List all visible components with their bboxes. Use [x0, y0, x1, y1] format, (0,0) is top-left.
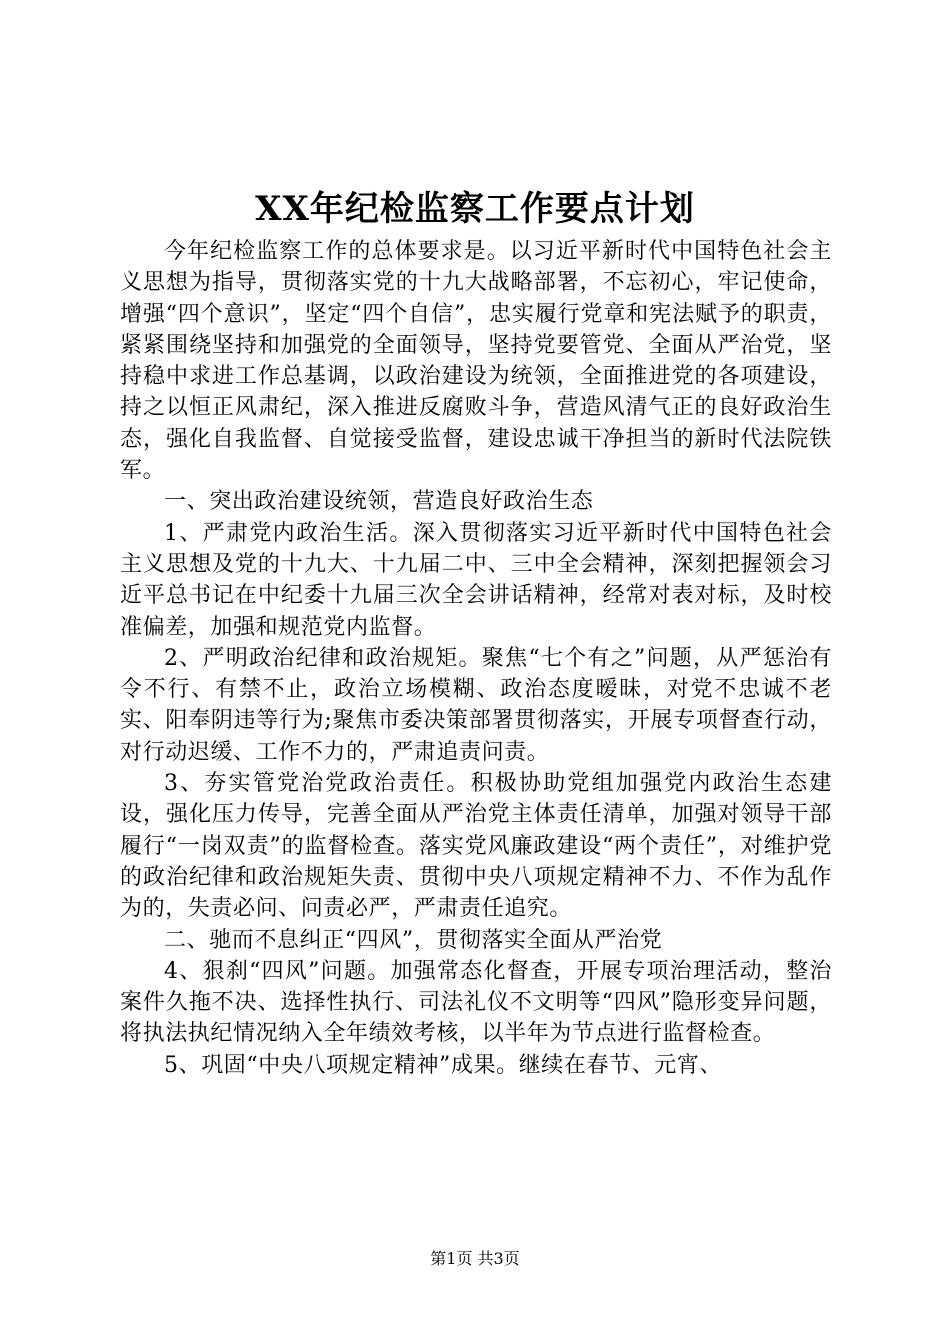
paragraph-item-3: 3、夯实管党治党政治责任。积极协助党组加强党内政治生态建设，强化压力传导，完善全面从严治党主体责任清单，加强对领导干部履行“一岗双责”的监督检查。落实党风廉政建设“两个责任”，对维护党的政治纪律和政治规矩失责、贯彻中央八项规定精神不力、不作为乱作为的，失责必问、问责必严，严肃责任追究。	[120, 771, 832, 922]
paragraph-item-1: 1、严肃党内政治生活。深入贯彻落实习近平新时代中国特色社会主义思想及党的十九大、十九届二中、三中全会精神，深刻把握领会习近平总书记在中纪委十九届三次全会讲话精神，经常对表对标，及时校准偏差，加强和规范党内监督。	[120, 520, 832, 640]
section-heading-1: 一、突出政治建设统领，营造良好政治生态	[164, 489, 594, 515]
paragraph-item-5: 5、巩固“中央八项规定精神”成果。继续在春节、元宵、	[164, 1052, 723, 1078]
paragraph-item-2: 2、严明政治纪律和政治规矩。聚焦“七个有之”问题，从严惩治有令不行、有禁不止，政治立场模糊、政治态度暧昧，对党不忠诚不老实、阳奉阴违等行为;聚焦市委决策部署贯彻落实，开展专项督查行动，对行动迟缓、工作不力的，严肃追责问责。	[120, 645, 832, 765]
section-heading-2: 二、驰而不息纠正“四风”，贯彻落实全面从严治党	[164, 927, 663, 953]
paragraph-intro: 今年纪检监察工作的总体要求是。以习近平新时代中国特色社会主义思想为指导，贯彻落实党的十九大战略部署，不忘初心，牢记使命，增强“四个意识”，坚定“四个自信”，忠实履行党章和宪法赋予的职责，紧紧围绕坚持和加强党的全面领导，坚持党要管党、全面从严治党，坚持稳中求进工作总基调，以政治建设为统领，全面推进党的各项建设，持之以恒正风肃纪，深入推进反腐败斗争，营造风清气正的良好政治生态，强化自我监督、自觉接受监督，建设忠诚干净担当的新时代法院铁军。	[120, 239, 832, 484]
page-number-footer: 第1页 共3页	[430, 1249, 520, 1268]
document-title: XX年纪检监察工作要点计划	[255, 189, 695, 229]
document-body	[120, 236, 832, 1081]
paragraph-item-4: 4、狠刹“四风”问题。加强常态化督查，开展专项治理活动，整治案件久拖不决、选择性执行、司法礼仪不文明等“四风”隐形变异问题，将执法执纪情况纳入全年绩效考核，以半年为节点进行监督检查。	[120, 958, 832, 1047]
